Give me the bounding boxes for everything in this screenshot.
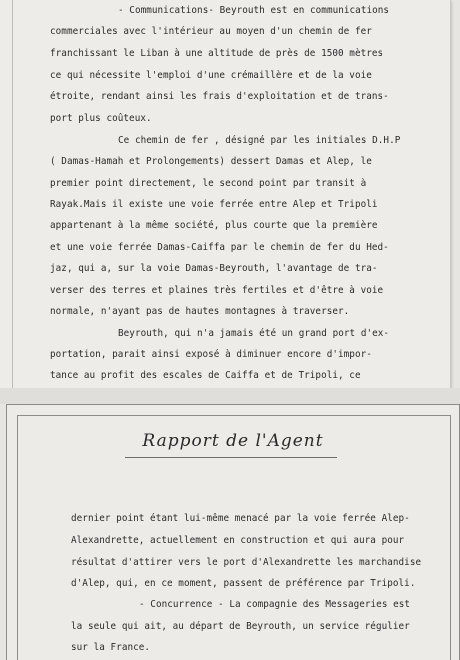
- text-line: et une voie ferrée Damas-Caiffa par le chemin de fer du Hed-: [50, 242, 389, 253]
- text-line: ( Damas-Hamah et Prolongements) dessert Damas et Alep, le: [50, 156, 372, 167]
- text-line: normale, n'ayant pas de hautes montagnes à traverser.: [50, 306, 350, 317]
- text-line: portation, parait ainsi exposé à diminuer encore d'impor-: [50, 349, 372, 360]
- text-line: premier point directement, le second point par transit à: [50, 178, 367, 189]
- report-heading: Rapport de l'Agent: [142, 431, 324, 451]
- text-line: étroite, rendant ainsi les frais d'exploitation et de trans-: [50, 91, 389, 102]
- text-line: - Concurrence - La compagnie des Messageries est: [139, 599, 411, 610]
- bottom-page: [6, 404, 460, 660]
- text-line: résultat d'attirer vers le port d'Alexandrette les marchandise: [71, 557, 422, 568]
- text-line: jaz, qui a, sur la voie Damas-Beyrouth, l'avantage de tra-: [50, 263, 378, 274]
- text-line: Alexandrette, actuellement en construction et qui aura pour: [71, 535, 405, 546]
- text-line: d'Alep, qui, en ce moment, passent de préférence par Tripoli.: [71, 578, 416, 589]
- text-line: port plus coûteux.: [50, 113, 152, 124]
- heading-underline: [125, 457, 337, 458]
- page-gap: [0, 388, 460, 404]
- text-line: Beyrouth, qui n'a jamais été un grand port d'ex-: [118, 328, 390, 339]
- text-line: Rayak.Mais il existe une voie ferrée entre Alep et Tripoli: [50, 199, 378, 210]
- text-line: dernier point étant lui-même menacé par la voie ferrée Alep-: [71, 513, 410, 524]
- text-line: commerciales avec l'intérieur au moyen d'un chemin de fer: [50, 26, 372, 37]
- text-line: sur la France.: [71, 642, 151, 653]
- text-line: verser des terres et plaines très fertiles et d'être à voie: [50, 285, 384, 296]
- margin-rule: [12, 0, 13, 388]
- text-line: ce qui nécessite l'emploi d'une crémaillère et de la voie: [50, 70, 372, 81]
- text-line: appartenant à la même société, plus courte que la première: [50, 220, 378, 231]
- text-line: franchissant le Liban à une altitude de près de 1500 mètres: [50, 48, 384, 59]
- text-line: - Communications- Beyrouth est en communications: [118, 5, 390, 16]
- text-line: la seule qui ait, au départ de Beyrouth, un service régulier: [71, 621, 410, 632]
- text-line: tance au profit des escales de Caiffa et de Tripoli, ce: [50, 370, 361, 381]
- text-line: Ce chemin de fer , désigné par les initiales D.H.P: [118, 135, 401, 146]
